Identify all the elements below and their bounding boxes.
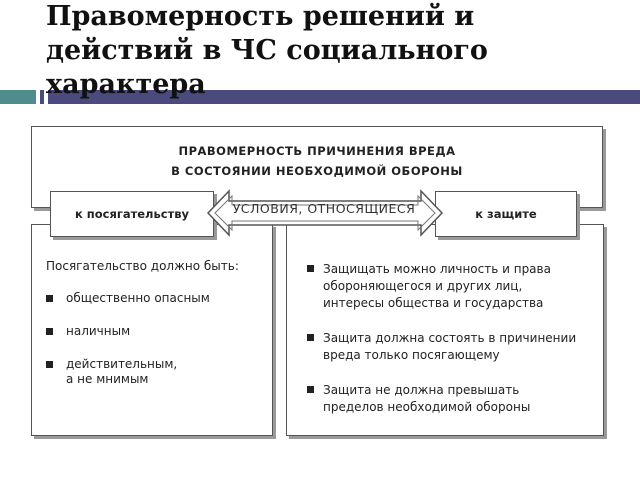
list-item-text: Защита должна состоять в причинении xyxy=(323,331,577,345)
title-line-2: действий в ЧС социального xyxy=(46,35,488,66)
slide-title xyxy=(46,0,636,102)
list-item-text: общественно опасным xyxy=(66,291,210,305)
list-item-text: интересы общества и государства xyxy=(323,296,544,310)
title-line-3: характера xyxy=(46,69,206,100)
list-item xyxy=(307,382,593,416)
list-item-text: Защита не должна превышать xyxy=(323,383,520,397)
attack-conditions-list xyxy=(46,291,210,387)
list-item-text: пределов необходимой обороны xyxy=(323,400,531,414)
bullet-square-icon xyxy=(46,361,53,368)
list-item-text: действительным, xyxy=(66,357,178,371)
list-item xyxy=(46,357,210,387)
bullet-square-icon xyxy=(307,386,314,393)
list-item-text: а не мнимым xyxy=(66,372,149,386)
heading-line-2: В СОСТОЯНИИ НЕОБХОДИМОЙ ОБОРОНЫ xyxy=(171,164,463,178)
bullet-square-icon xyxy=(307,334,314,341)
list-item-text: обороняющегося и других лиц, xyxy=(323,279,523,293)
bar-teal-segment xyxy=(0,90,36,104)
tab-defense: к защите xyxy=(435,191,577,237)
list-item xyxy=(307,261,593,312)
tab-attack: к посягательству xyxy=(50,191,214,237)
list-item-text: Защищать можно личность и права xyxy=(323,262,551,276)
defense-conditions-list xyxy=(307,261,593,416)
attack-lead-text: Посягательство должно быть: xyxy=(46,259,239,273)
bullet-square-icon xyxy=(46,328,53,335)
bullet-square-icon xyxy=(46,295,53,302)
defense-conditions-box xyxy=(286,224,604,436)
bullet-square-icon xyxy=(307,265,314,272)
list-item xyxy=(46,291,210,306)
arrow-label: УСЛОВИЯ, ОТНОСЯЩИЕСЯ xyxy=(232,201,416,216)
attack-conditions-box xyxy=(31,224,273,436)
diagram-heading xyxy=(32,141,602,181)
list-item xyxy=(307,330,593,364)
title-line-1: Правомерность решений и xyxy=(46,1,475,32)
list-item xyxy=(46,324,210,339)
list-item-text: наличным xyxy=(66,324,131,338)
list-item-text: вреда только посягающему xyxy=(323,348,500,362)
heading-line-1: ПРАВОМЕРНОСТЬ ПРИЧИНЕНИЯ ВРЕДА xyxy=(178,144,456,158)
